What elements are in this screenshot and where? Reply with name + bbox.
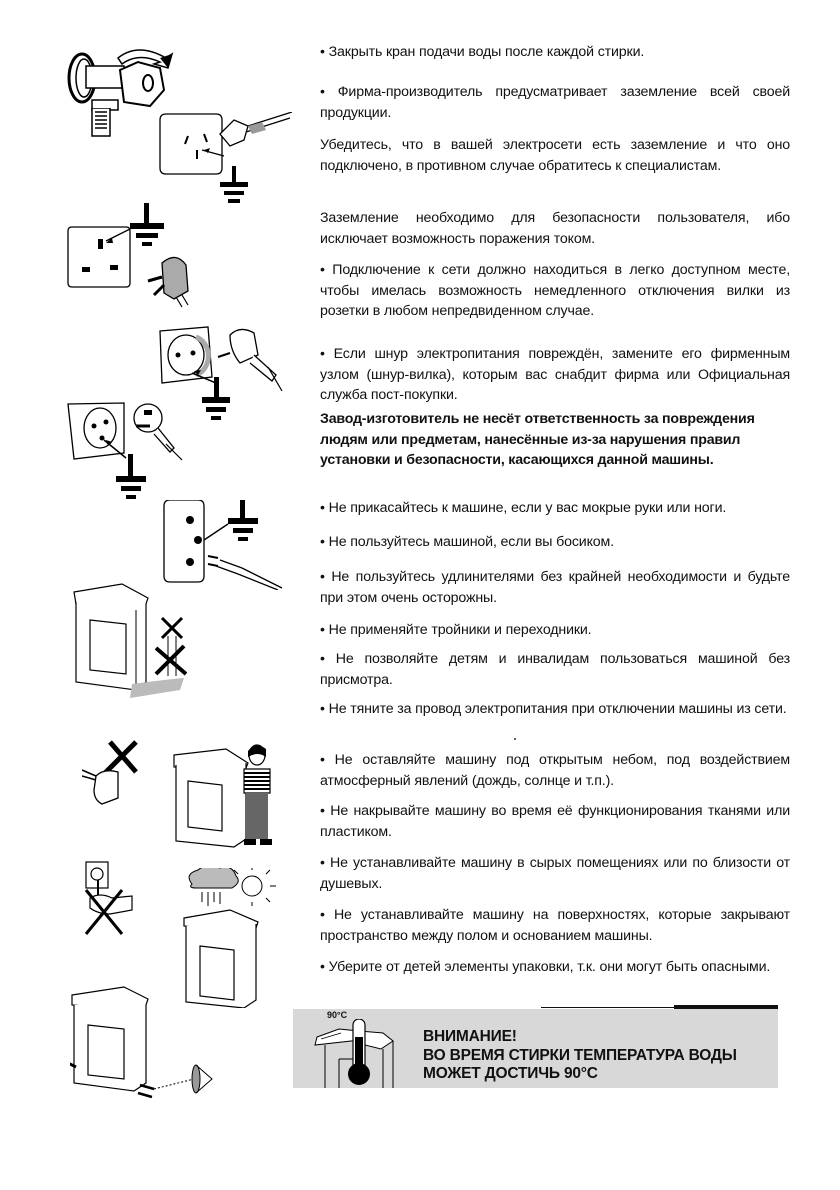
paragraph-liability: Завод-изготовитель не несёт ответственность за повреждения людям или предметам, нанесённые из-за нарушения правил установки и безопасности, касающихся данной машины.: [320, 411, 755, 468]
water-hose-icon: [86, 108, 116, 138]
warning-title: ВНИМАНИЕ!: [423, 1028, 517, 1045]
paragraph-adapters: • Не применяйте тройники и переходники.: [320, 622, 592, 638]
french-socket-icon: [66, 402, 196, 510]
paragraph-outdoors: • Не оставляйте машину под открытым небом, под воздействием атмосферный явлений (дождь, солнце и т.п.).: [320, 752, 790, 789]
paragraph-pull-cord: • Не тяните за провод электропитания при отключении машины из сети.: [320, 701, 787, 717]
warning-line-3: МОЖЕТ ДОСТИЧЬ 90°C: [423, 1065, 598, 1082]
wet-hands-feet-warning-icon: [72, 576, 212, 701]
paragraph-damp-rooms: • Не устанавливайте машину в сырых помещениях или по близости от душевых.: [320, 855, 790, 892]
paragraph-close-tap: • Закрыть кран подачи воды после каждой стирки.: [320, 44, 645, 60]
paragraph-earthing-safety: Заземление необходимо для безопасности пользователя, ибо исключает возможность поражения током.: [320, 210, 790, 247]
paragraph-earthing-provided: • Фирма-производитель предусматривает заземление всей своей продукции.: [320, 84, 790, 121]
stray-dot: [514, 738, 516, 740]
hot-water-thermometer-icon: [293, 1019, 403, 1088]
temperature-label: 90°C: [327, 1010, 348, 1020]
paragraph-wet-hands: • Не прикасайтесь к машине, если у вас мокрые руки или ноги.: [320, 500, 727, 516]
child-supervision-icon: [172, 743, 302, 848]
water-tap-close-icon: [62, 48, 182, 118]
no-pulling-cord-icon: [82, 860, 142, 940]
paragraph-children: • Не позволяйте детям и инвалидам пользоваться машиной без присмотра.: [320, 651, 790, 688]
warning-message: [423, 1028, 737, 1084]
paragraph-damaged-cord: • Если шнур электропитания повреждён, замените его фирменным узлом (шнур-вилка), которым вас снабдит фирма или Официальная служба пост-покупки.: [320, 346, 790, 403]
earthed-socket-au-icon: [158, 112, 298, 217]
paragraph-floor-surfaces: • Не устанавливайте машину на поверхностях, которые закрывают пространство между полом и основанием машины.: [320, 907, 790, 944]
paragraph-packaging: • Уберите от детей элементы упаковки, т.к. они могут быть опасными.: [320, 959, 771, 975]
paragraph-accessible-plug: • Подключение к сети должно находиться в легко доступном месте, чтобы имелась возможность немедленного отключения вилки из розетки в любом непредвиденном случае.: [320, 262, 790, 319]
warning-line-2: ВО ВРЕМЯ СТИРКИ ТЕМПЕРАТУРА ВОДЫ: [423, 1046, 737, 1064]
earthed-socket-uk-icon: [66, 203, 216, 308]
temperature-warning-box: [293, 1009, 778, 1088]
section-rule-thin: [541, 1007, 676, 1008]
ventilation-base-icon: [70, 985, 220, 1100]
paragraph-check-earthing: Убедитесь, что в вашей электросети есть заземление и что оно подключено, в противном случае обратитесь к специалистам.: [320, 137, 790, 174]
paragraph-extension-cords: • Не пользуйтесь удлинителями без крайней необходимости и будьте при этом очень осторожны.: [320, 569, 790, 606]
paragraph-barefoot: • Не пользуйтесь машиной, если вы босиком.: [320, 534, 614, 550]
no-multi-adapter-icon: [82, 738, 142, 808]
paragraph-covering: • Не накрывайте машину во время её функционирования тканями или пластиком.: [320, 803, 790, 840]
